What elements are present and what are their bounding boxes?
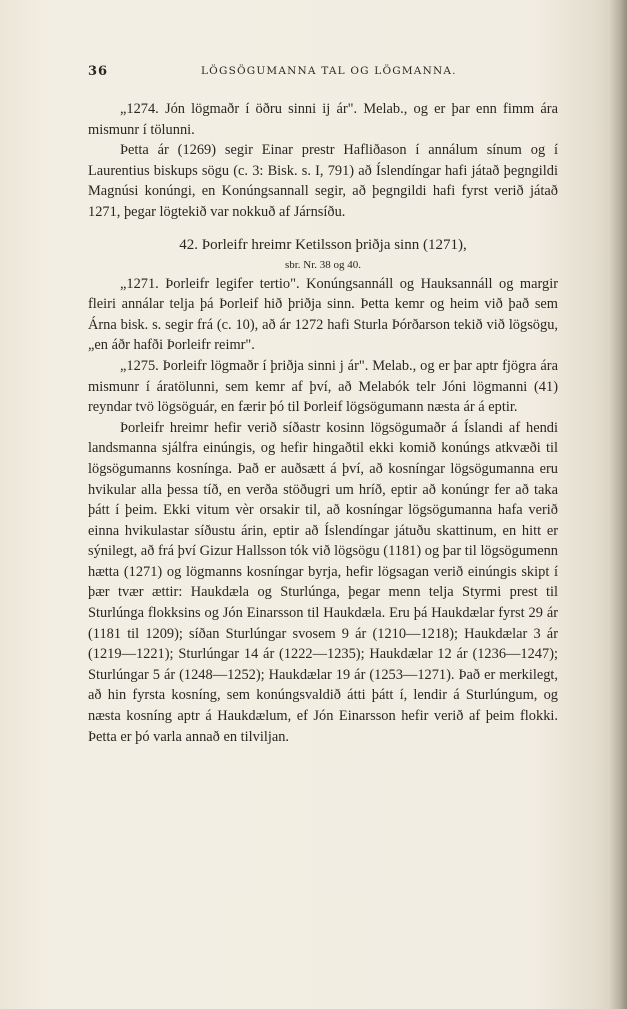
paragraph: „1274. Jón lögmaðr í öðru sinni ij ár". Melab., og er þar enn fimm ára mismunr í tölunni.: [88, 101, 558, 138]
body-text: [88, 99, 558, 747]
running-title: LÖGSÖGUMANNA TAL OG LÖGMANNA.: [201, 65, 457, 77]
running-header: [88, 64, 548, 84]
page-gutter-shadow: [609, 0, 627, 1009]
paragraph: Þetta ár (1269) segir Einar prestr Hafliðason í annálum sínum og í Laurentius biskups sögu (c. 3: Bisk. s. I, 791) að Íslendíngar hafi játað þegngildi Magnúsi konúngi, en Konúngsannall segir, að þegngildi hafi fyrst verið játað 1271, þegar lögtekið var nokkuð af Járnsíðu.: [88, 142, 558, 220]
paragraph: Þorleifr hreimr hefir verið síðastr kosinn lögsögumaðr á Íslandi af hendi landsmanna sjálfra einúngis, og hefir hingaðtil ekki komið konúngs atkvæði til lögsögumanns kosnínga. Það er auðsætt á því, að kosníngar lögsögumanna eru hvikular alla þessa tíð, en verða stöðugri um hríð, eptir að konúngr fer að taka þátt í þeim. Ekki vitum vèr orsakir til, að kosníngar lögsögumanna hafa verið einna hvikulastar síðustu árin, eptir að Íslendíngar játuðu skattinum, en hitt er sýnilegt, að frá því Gizur Hallsson tók við lögsögu (1181) og þar til lögsögumenn hætta (1271) og lögmanns kosníngar byrja, hefir lögsagan verið einúngis skipt í þær tvær ættir: Haukdæla og Sturlúnga, þegar menn telja Styrmi prest til Sturlúnga flokksins og Jón Einarsson til Haukdæla. Eru þá Haukdælar fyrst 29 ár (1181 til 1209); síðan Sturlúngar svosem 9 ár (1210—1218); Haukdælar 3 ár (1219—1221); Sturlúngar 14 ár (1222—1235); Haukdælar 12 ár (1236—1247); Sturlúngar 5 ár (1248—1252); Haukdælar 19 ár (1253—1271). Það er merkilegt, að hin fyrsta kosníng, sem konúngsvaldið átti þátt í, lendir á Sturlúngum, og næsta kosníng aptr á Haukdælum, ef Jón Einarsson hefir verið af þeim flokki. Þetta er þó varla annað en tilviljan.: [88, 419, 558, 745]
paragraph: „1275. Þorleifr lögmaðr í þriðja sinni j ár". Melab., og er þar aptr fjögra ára mismunr í áratölunni, sem kemr af því, að Melabók telr Jóni lögmanni (41) reyndar tvö lögsöguár, en færir þó til Þorleif lögsögumann næsta ár á eptir.: [88, 357, 558, 416]
section-subheading: sbr. Nr. 38 og 40.: [284, 258, 362, 271]
page-number: 36: [88, 64, 109, 79]
section-heading: 42. Þorleifr hreimr Ketilsson þriðja sinn (1271),: [179, 236, 467, 253]
paragraph: „1271. Þorleifr legifer tertio". Konúngsannáll og Hauksannáll og margir fleiri annálar telja þá Þorleif hið þriðja sinn. Þetta kemr og heim við það sem Árna bisk. s. segir frá (c. 10), að ár 1272 hafi Sturla Þórðarson tekið við lögsögu, „en áðr hafði Þorleifr reimr".: [88, 275, 558, 354]
